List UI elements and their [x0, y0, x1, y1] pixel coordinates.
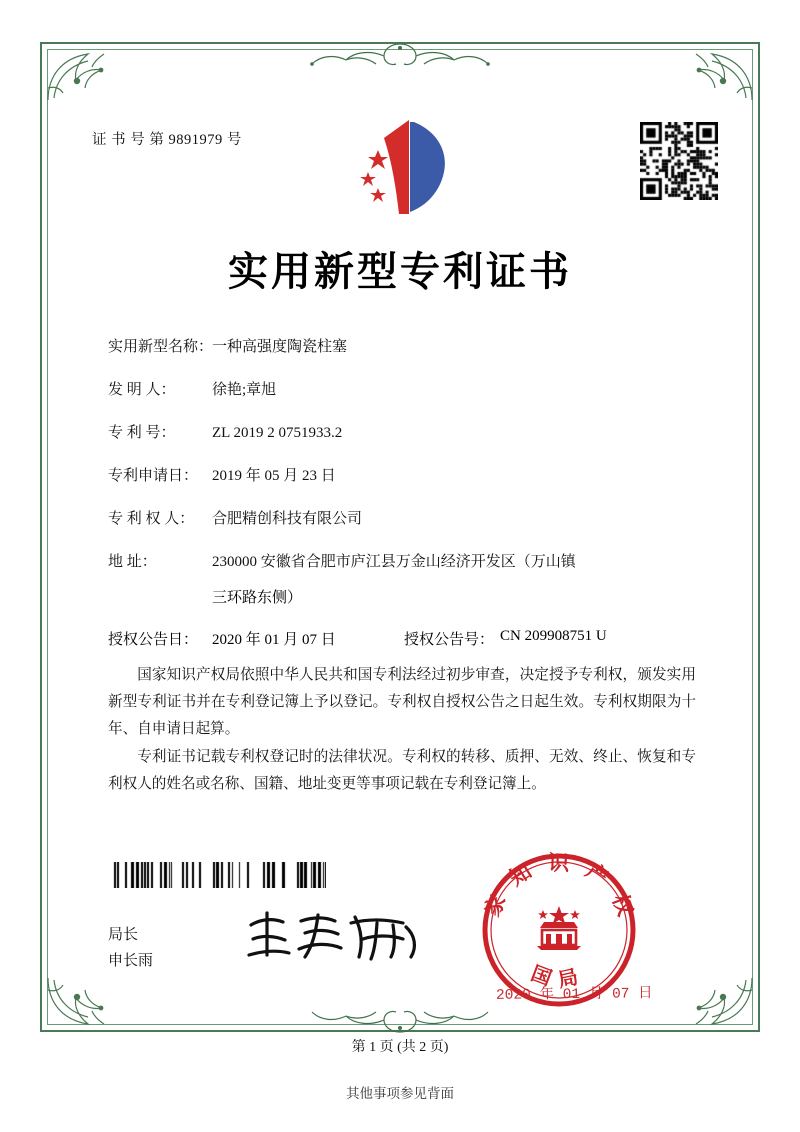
footnote: 其他事项参见背面	[346, 1086, 454, 1101]
corner-ornament-icon	[678, 46, 756, 104]
field-label: 专 利 号：	[108, 425, 176, 441]
grant-number-value: CN 209908751 U	[500, 628, 607, 644]
svg-text:国 局: 国 局	[527, 960, 583, 992]
field-value: 徐艳;章旭	[212, 382, 277, 398]
signature-block	[108, 922, 153, 974]
signature-name: 申长雨	[108, 953, 154, 969]
field-patent-number	[108, 422, 708, 445]
corner-ornament-icon	[44, 46, 122, 104]
signature-role: 局长	[108, 927, 139, 943]
field-label: 发 明 人：	[108, 382, 176, 398]
seal-date: 2020 年 01 月 07 日	[495, 986, 653, 1004]
field-value: 230000 安徽省合肥市庐江县万金山经济开发区（万山镇	[212, 554, 576, 570]
field-label: 专 利 权 人：	[108, 511, 195, 527]
grant-notice-number	[404, 628, 607, 649]
paragraph-legal-2: 专利证书记载专利权登记时的法律状况。专利权的转移、质押、无效、终止、恢复和专利权人的姓名或名称、国籍、地址变更等事项记载在专利登记簿上。	[108, 749, 696, 792]
field-value: 合肥精创科技有限公司	[212, 511, 363, 527]
field-application-date	[108, 465, 708, 488]
field-label: 实用新型名称：	[108, 339, 214, 355]
grant-number-label: 授权公告号：	[404, 632, 495, 648]
field-label: 专利申请日：	[108, 468, 199, 484]
cnipa-logo-icon	[352, 116, 462, 221]
address-line-2: 三环路东侧）	[212, 590, 303, 606]
field-utility-model-name	[108, 336, 708, 359]
field-label: 地 址：	[108, 554, 157, 570]
field-value: ZL 2019 2 0751933.2	[212, 425, 343, 441]
paragraph-legal-1: 国家知识产权局依照中华人民共和国专利法经过初步审查，决定授予专利权，颁发实用新型专利证书并在专利登记簿上予以登记。专利权自授权公告之日起生效。专利权期限为十年、自申请日起算。	[108, 667, 696, 737]
page-number: 第 1 页 (共 2 页)	[351, 1040, 449, 1055]
svg-text:家 知 识 产 权: 家 知 识 产 权	[479, 849, 640, 923]
corner-ornament-icon	[678, 974, 756, 1032]
barcode-icon	[108, 862, 326, 888]
handwritten-signature-icon	[243, 905, 423, 967]
certificate-number: 证 书 号 第 9891979 号	[92, 132, 242, 148]
grant-date-value: 2020 年 01 月 07 日	[212, 632, 336, 648]
fields-block	[108, 336, 708, 594]
field-address	[108, 551, 708, 574]
field-inventor	[108, 379, 708, 402]
field-value: 2019 年 05 月 23 日	[212, 468, 336, 484]
qr-code-icon	[640, 122, 718, 200]
page-title: 实用新型专利证书	[228, 248, 572, 295]
field-patentee	[108, 508, 708, 531]
grant-date-label: 授权公告日：	[108, 632, 199, 648]
corner-ornament-icon	[44, 974, 122, 1032]
grant-notice-row	[108, 628, 708, 649]
top-flourish-icon	[250, 40, 550, 70]
grant-notice-date	[108, 628, 404, 649]
field-value: 一种高强度陶瓷柱塞	[212, 339, 348, 355]
